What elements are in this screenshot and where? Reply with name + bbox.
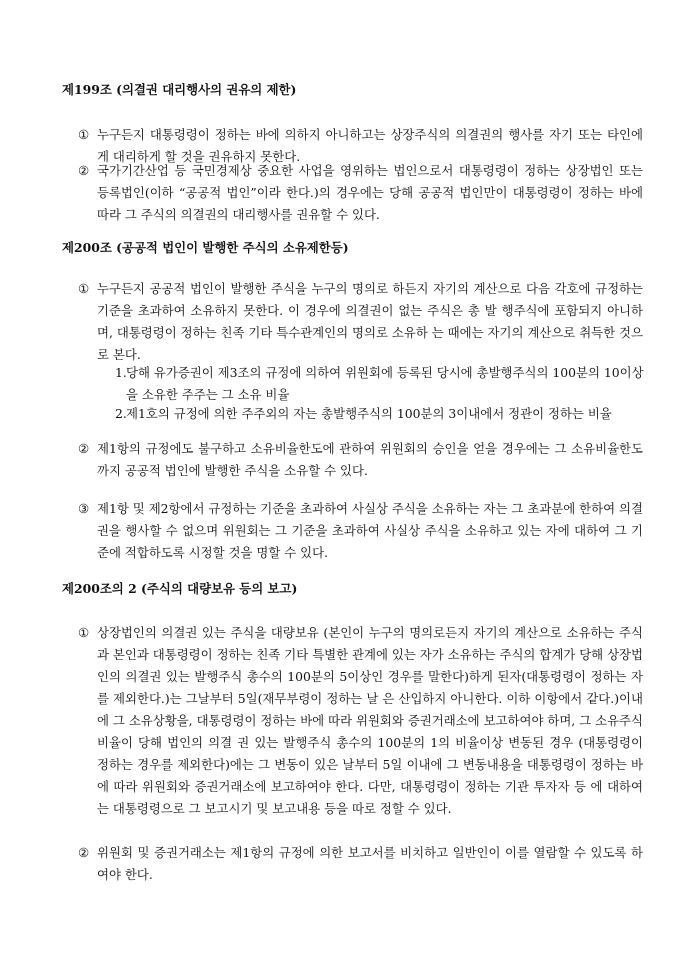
item-text: 제1호의 규정에 의한 주주외의 자는 총발행주식의 100분의 3이내에서 정관이 정하는 비율 <box>126 406 612 421</box>
paragraph-text: 국가기간산업 등 국민경제상 중요한 사업을 영위하는 법인으로서 대통령령이 정하는 상장법인 또는 등록법인(이하 “공공적 법인”이라 한다.)의 경우에는 당해 공공적 법인만이 대통령령이 정하는 바에 따라 그 주식의 의결권의 대리행사를 권유할 수 있다. <box>97 163 643 222</box>
article-199-title: 제199조 (의결권 대리행사의 권유의 제한) <box>62 82 297 97</box>
article-200-2-title: 제200조의 2 (주식의 대량보유 등의 보고) <box>62 581 298 596</box>
paragraph-number: ② <box>78 163 90 178</box>
paragraph-number: ② <box>78 441 90 456</box>
paragraph-text: 제1항 및 제2항에서 규정하는 기준을 초과하여 사실상 주식을 소유하는 자는 그 초과분에 한하여 의결권을 행사할 수 없으며 위원회는 그 기준을 초과하여 사실상 주식을 소유하고 있는 자에 대하여 그 기준에 적합하도록 시정할 것을 명할 수 있다. <box>97 501 643 560</box>
article-200-item-1 <box>115 362 650 406</box>
item-text: 당해 유가증권이 제3조의 규정에 의하여 위원회에 등록된 당시에 총발행주식의 100분의 10이상을 소유한 주주는 그 소유 비율 <box>126 365 644 402</box>
paragraph-number: ① <box>78 127 90 142</box>
item-number: 2. <box>115 406 127 421</box>
item-number: 1. <box>115 365 127 380</box>
article-200-title: 제200조 (공공적 법인이 발행한 주식의 소유제한등) <box>62 240 349 255</box>
article-200-paragraph-3 <box>78 498 648 564</box>
paragraph-number: ① <box>78 281 90 296</box>
paragraph-text: 상장법인의 의결권 있는 주식을 대량보유 (본인이 누구의 명의로든지 자기의 계산으로 소유하는 주식과 본인과 대통령령이 정하는 친족 기타 특별한 관계에 있는 자가 소유하는 주식의 합계가 당해 상장법인의 의결권 있는 발행주식 총수의 100분의 5이상인 경우를 말한다)하게 된자(대통령령이 정하는 자를 제외한다.)는 그날부터 5일(재무부령이 정하는 날 은 산입하지 아니한다. 이하 이항에서 같다.)이내에 그 소유상황을, 대통령령이 정하는 바에 따라 위원회와 증권거래소에 보고하여야 하며, 그 소유주식비율이 당해 법인의 의결 권 있는 발행주식 총수의 100분의 1의 비율이상 변동된 경우 (대통령령이 정하는 경우를 제외한다)에는 그 변동이 있은 날부터 5일 이내에 그 변동내용을 대통령령이 정하는 바에 따라 위원회와 증권거래소에 보고하여야 한다. 다만, 대통령령이 정하는 기관 투자자 등 에 대하여는 대통령령으로 그 보고시기 및 보고내용 등을 따로 정할 수 있다. <box>97 625 643 816</box>
article-200-2-paragraph-1 <box>78 622 648 820</box>
paragraph-text: 누구든지 대통령령이 정하는 바에 의하지 아니하고는 상장주식의 의결권의 행사를 자기 또는 타인에게 대리하게 할 것을 권유하지 못한다. <box>97 127 643 164</box>
article-200-2-paragraph-2 <box>78 842 648 886</box>
paragraph-text: 위원회 및 증권거래소는 제1항의 규정에 의한 보고서를 비치하고 일반인이 이를 열람할 수 있도록 하여야 한다. <box>97 845 643 882</box>
article-200-paragraph-1 <box>78 278 648 366</box>
article-200-item-2 <box>115 403 650 425</box>
article-200-paragraph-2 <box>78 438 648 482</box>
paragraph-text: 누구든지 공공적 법인이 발행한 주식을 누구의 명의로 하든지 자기의 계산으로 다음 각호에 규정하는 기준을 초과하여 소유하지 못한다. 이 경우에 의결권이 없는 주식은 총 발 행주식에 포함되지 아니하며, 대통령령이 정하는 친족 기타 특수관계인의 명의로 소유하 는 때에는 자기의 계산으로 취득한 것으로 본다. <box>97 281 643 362</box>
article-199-paragraph-2 <box>78 160 648 226</box>
paragraph-number: ③ <box>78 501 90 516</box>
paragraph-number: ② <box>78 845 90 860</box>
paragraph-number: ① <box>78 625 90 640</box>
paragraph-text: 제1항의 규정에도 불구하고 소유비율한도에 관하여 위원회의 승인을 얻을 경우에는 그 소유비율한도까지 공공적 법인에 발행한 주식을 소유할 수 있다. <box>97 441 643 478</box>
